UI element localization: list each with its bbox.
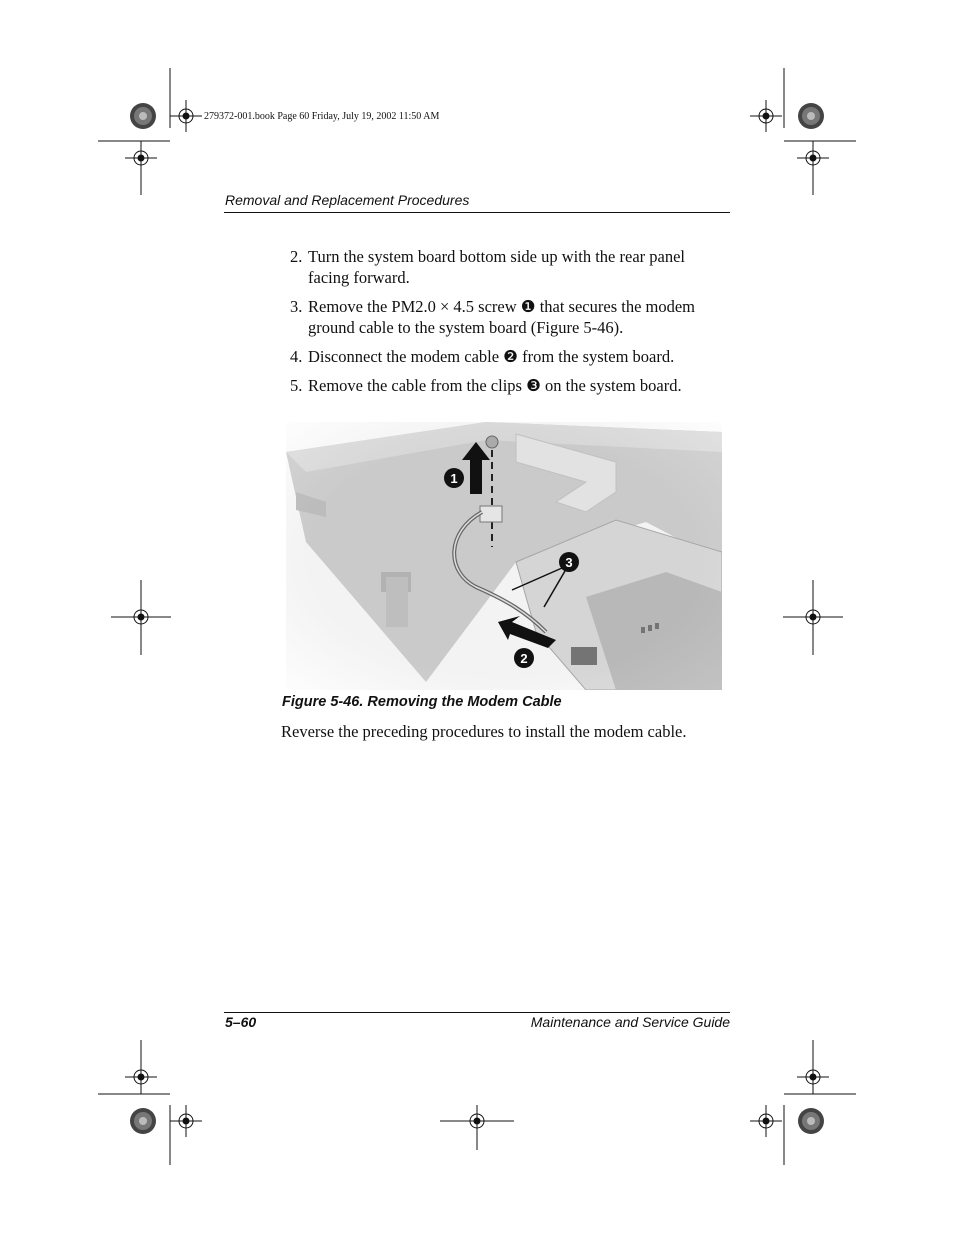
- step-item: 4. Disconnect the modem cable ❷ from the system board.: [290, 347, 675, 366]
- step-item: 2. Turn the system board bottom side up with the rear panel facing forward.: [290, 247, 685, 287]
- modem-cable-illustration: [286, 422, 722, 690]
- running-head: Removal and Replacement Procedures: [225, 192, 470, 208]
- callout-3: 3: [565, 555, 573, 570]
- page-number: 5–60: [225, 1014, 257, 1030]
- body-paragraph: Reverse the preceding procedures to install the modem cable.: [281, 722, 687, 741]
- header-rule: [224, 212, 730, 213]
- guide-title: Maintenance and Service Guide: [530, 1014, 730, 1030]
- procedure-steps: [288, 246, 728, 404]
- figure-caption: Figure 5-46. Removing the Modem Cable: [282, 694, 562, 710]
- callout-1: 1: [450, 471, 458, 486]
- footer-rule: [224, 1012, 730, 1013]
- step-item: 3. Remove the PM2.0 × 4.5 screw ❶ that secures the modem ground cable to the system board (Figure 5-46).: [290, 297, 696, 337]
- print-slug: 279372-001.book Page 60 Friday, July 19, 2002 11:50 AM: [204, 111, 440, 122]
- callout-2: 2: [520, 651, 528, 666]
- step-item: 5. Remove the cable from the clips ❸ on the system board.: [290, 376, 682, 395]
